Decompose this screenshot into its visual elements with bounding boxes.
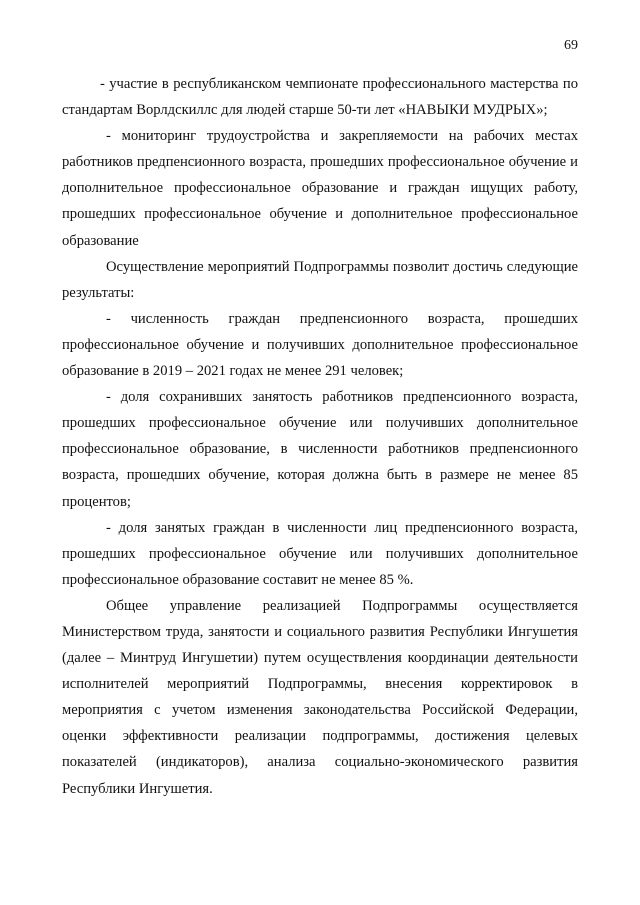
paragraph-wsr-championship: - участие в республиканском чемпионате профессионального мастерства по стандартам Ворлдскиллс для людей старше 50-ти лет «НАВЫКИ МУДРЫХ»; xyxy=(62,76,578,119)
paragraph-result-trained-count: - численность граждан предпенсионного возраста, прошедших профессиональное обучение и получивших дополнительное профессиональное образование в 2019 – 2021 годах не менее 291 человек; xyxy=(62,310,578,380)
paragraph-result-employed-share: - доля занятых граждан в численности лиц предпенсионного возраста, прошедших профессиональное обучение или получивших дополнительное профессиональное образование составит не менее 85 %. xyxy=(62,519,578,588)
paragraph-result-retained-employment: - доля сохранивших занятость работников предпенсионного возраста, прошедших профессиональное обучение или получивших дополнительное профессиональное образование, в численности работников предпенсионного возраста, прошедших обучение, которая должна быть в размере не менее 85 процентов; xyxy=(62,389,578,510)
paragraph-employment-monitoring: - мониторинг трудоустройства и закрепляемости на рабочих местах работников предпенсионного возраста, прошедших профессиональное обучение и дополнительное профессиональное образование и граждан ищущих работу, прошедших профессиональное обучение и дополнительное профессиональное образование xyxy=(62,128,578,249)
paragraph-program-management: Общее управление реализацией Подпрограммы осуществляется Министерством труда, занятости и социального развития Республики Ингушетия (далее – Минтруд Ингушетии) путем осуществления координации деятельности исполнителей мероприятий Подпрограммы, внесения корректировок в мероприятия с учетом изменения законодательства Российской Федерации, оценки эффективности реализации подпрограммы, достижения целевых показателей (индикаторов), анализа социально-экономического развития Республики Ингушетия. xyxy=(62,597,578,797)
paragraph-expected-results-intro: Осуществление мероприятий Подпрограммы позволит достичь следующие результаты: xyxy=(62,258,578,301)
page-body xyxy=(62,71,578,802)
page-number: 69 xyxy=(564,38,578,53)
